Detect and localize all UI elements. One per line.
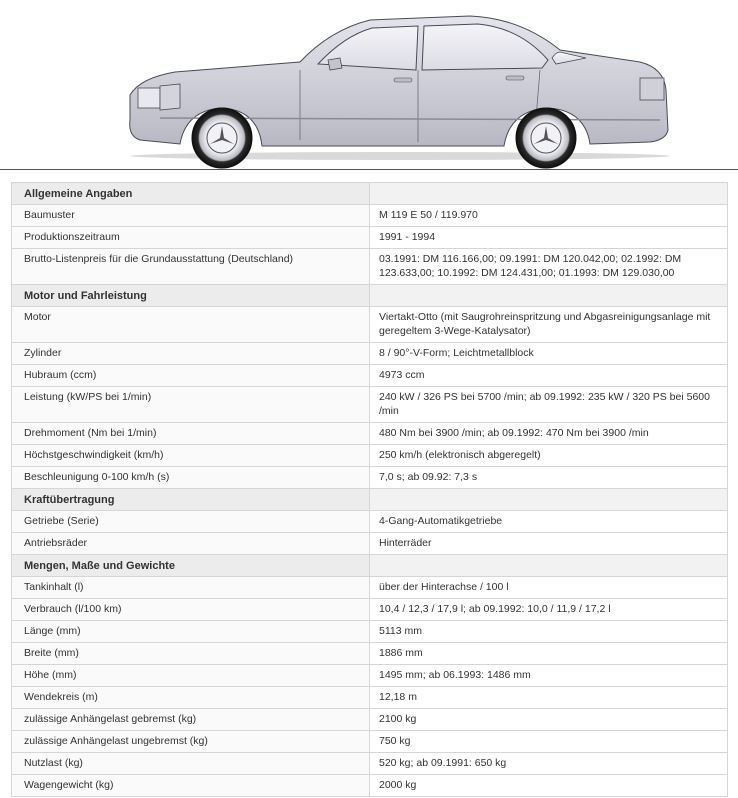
spec-label: Nutzlast (kg) <box>12 753 370 775</box>
spec-label: Höhe (mm) <box>12 665 370 687</box>
car-illustration <box>0 0 738 170</box>
spec-row <box>12 445 728 467</box>
spec-label: Wendekreis (m) <box>12 687 370 709</box>
spec-value: 480 Nm bei 3900 /min; ab 09.1992: 470 Nm bei 3900 /min <box>370 423 728 445</box>
spec-row <box>12 249 728 285</box>
spec-label: zulässige Anhängelast ungebremst (kg) <box>12 731 370 753</box>
section-header-row <box>12 555 728 577</box>
spec-label: Breite (mm) <box>12 643 370 665</box>
spec-row <box>12 227 728 249</box>
spec-row <box>12 205 728 227</box>
spec-row <box>12 709 728 731</box>
spec-row <box>12 753 728 775</box>
spec-label: Beschleunigung 0-100 km/h (s) <box>12 467 370 489</box>
section-title: Mengen, Maße und Gewichte <box>12 555 370 577</box>
spec-value: 03.1991: DM 116.166,00; 09.1991: DM 120.042,00; 02.1992: DM 123.633,00; 10.1992: DM 124.431,00; 01.1993: DM 129.030,00 <box>370 249 728 285</box>
spec-label: Länge (mm) <box>12 621 370 643</box>
spec-value: 750 kg <box>370 731 728 753</box>
spec-row <box>12 643 728 665</box>
spec-label: Tankinhalt (l) <box>12 577 370 599</box>
spec-label: Drehmoment (Nm bei 1/min) <box>12 423 370 445</box>
spec-value: 250 km/h (elektronisch abgeregelt) <box>370 445 728 467</box>
spec-value: 5113 mm <box>370 621 728 643</box>
spec-row <box>12 577 728 599</box>
spec-value: 1495 mm; ab 06.1993: 1486 mm <box>370 665 728 687</box>
spec-label: zulässige Anhängelast gebremst (kg) <box>12 709 370 731</box>
spec-label: Motor <box>12 307 370 343</box>
spec-row <box>12 467 728 489</box>
spec-label: Höchstgeschwindigkeit (km/h) <box>12 445 370 467</box>
spec-row <box>12 423 728 445</box>
spec-label: Hubraum (ccm) <box>12 365 370 387</box>
spec-value: Viertakt-Otto (mit Saugrohreinspritzung und Abgasreinigungsanlage mit geregeltem 3-Wege-Katalysator) <box>370 307 728 343</box>
spec-value: Hinterräder <box>370 533 728 555</box>
spec-value: 12,18 m <box>370 687 728 709</box>
spec-value: 7,0 s; ab 09.92: 7,3 s <box>370 467 728 489</box>
spec-label: Leistung (kW/PS bei 1/min) <box>12 387 370 423</box>
section-blank-cell <box>370 183 728 205</box>
spec-value: 240 kW / 326 PS bei 5700 /min; ab 09.1992: 235 kW / 320 PS bei 5600 /min <box>370 387 728 423</box>
spec-label: Zylinder <box>12 343 370 365</box>
spec-row <box>12 621 728 643</box>
spec-label: Wagengewicht (kg) <box>12 775 370 797</box>
spec-row <box>12 599 728 621</box>
image-divider-line <box>0 169 738 170</box>
spec-row <box>12 533 728 555</box>
spec-row <box>12 307 728 343</box>
section-blank-cell <box>370 489 728 511</box>
section-title: Motor und Fahrleistung <box>12 285 370 307</box>
spec-label: Brutto-Listenpreis für die Grundausstattung (Deutschland) <box>12 249 370 285</box>
section-blank-cell <box>370 555 728 577</box>
section-title: Allgemeine Angaben <box>12 183 370 205</box>
spec-row <box>12 775 728 797</box>
spec-table-body <box>12 183 728 797</box>
spec-label: Baumuster <box>12 205 370 227</box>
spec-value: 1886 mm <box>370 643 728 665</box>
spec-row <box>12 511 728 533</box>
section-header-row <box>12 285 728 307</box>
spec-value: 8 / 90°-V-Form; Leichtmetallblock <box>370 343 728 365</box>
spec-label: Antriebsräder <box>12 533 370 555</box>
spec-row <box>12 665 728 687</box>
spec-label: Getriebe (Serie) <box>12 511 370 533</box>
spec-row <box>12 365 728 387</box>
spec-row <box>12 387 728 423</box>
spec-value: M 119 E 50 / 119.970 <box>370 205 728 227</box>
section-header-row <box>12 183 728 205</box>
technical-specifications-table <box>11 182 728 797</box>
spec-label: Verbrauch (l/100 km) <box>12 599 370 621</box>
section-blank-cell <box>370 285 728 307</box>
spec-value: 4973 ccm <box>370 365 728 387</box>
spec-value: 4-Gang-Automatikgetriebe <box>370 511 728 533</box>
spec-label: Produktionszeitraum <box>12 227 370 249</box>
spec-value: 2100 kg <box>370 709 728 731</box>
car-side-view-image <box>0 0 738 170</box>
spec-value: 10,4 / 12,3 / 17,9 l; ab 09.1992: 10,0 / 11,9 / 17,2 l <box>370 599 728 621</box>
spec-value: über der Hinterachse / 100 l <box>370 577 728 599</box>
spec-row <box>12 343 728 365</box>
spec-value: 2000 kg <box>370 775 728 797</box>
section-title: Kraftübertragung <box>12 489 370 511</box>
section-header-row <box>12 489 728 511</box>
spec-row <box>12 687 728 709</box>
spec-row <box>12 731 728 753</box>
spec-value: 520 kg; ab 09.1991: 650 kg <box>370 753 728 775</box>
spec-value: 1991 - 1994 <box>370 227 728 249</box>
